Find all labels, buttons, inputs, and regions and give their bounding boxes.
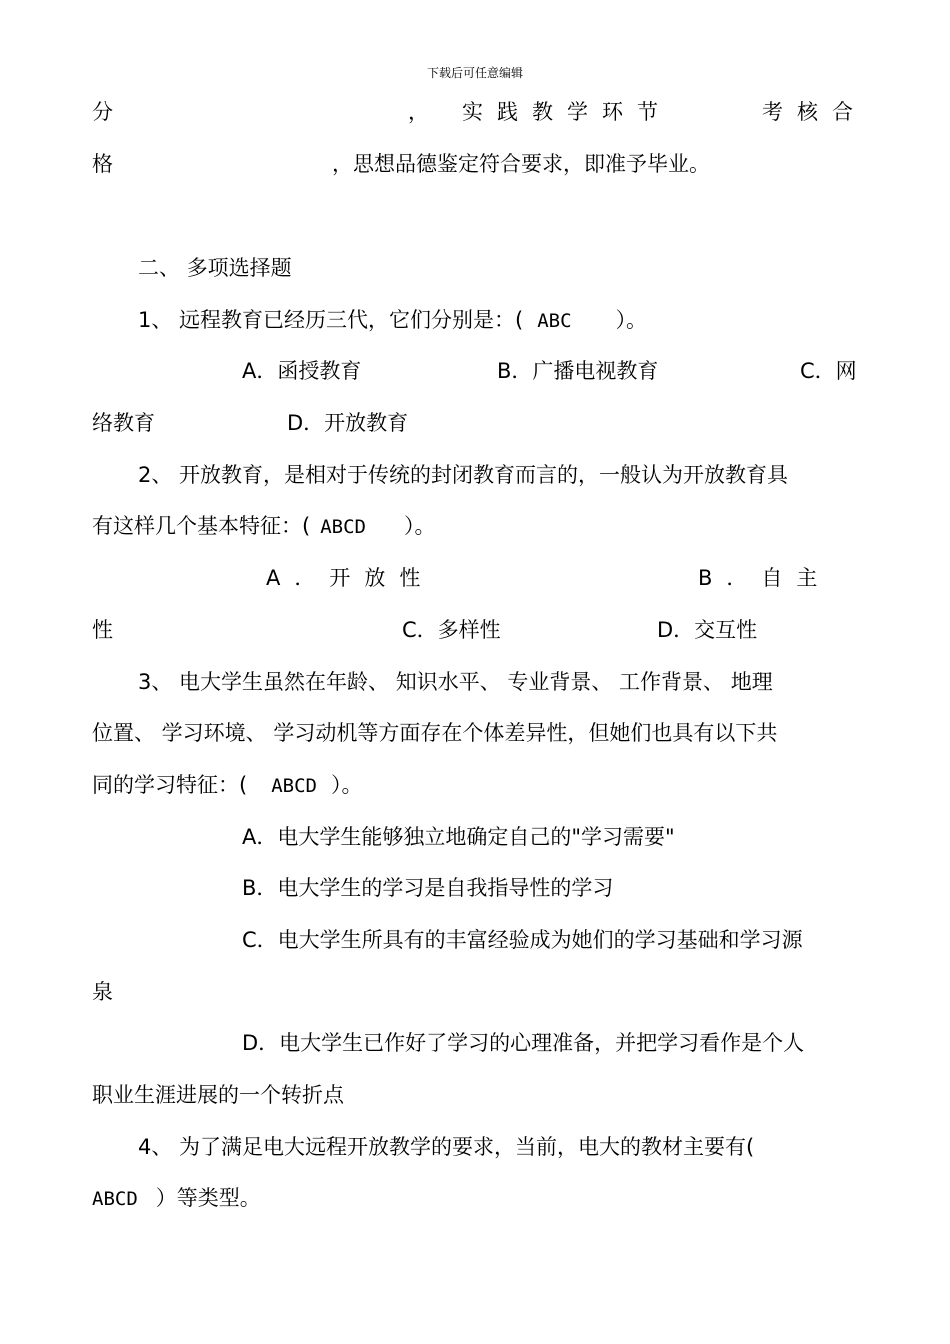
fragment-text: ，思想品德鉴定符合要求，即准予毕业。 — [332, 152, 710, 176]
question-stem-cont — [92, 771, 362, 800]
question-stem: 4、 为了满足电大远程开放教学的要求，当前，电大的教材主要有( — [138, 1135, 755, 1159]
question-text: 同的学习特征：( — [92, 773, 248, 797]
fragment-text: 格 — [92, 152, 113, 176]
option-d: D．电大学生已作好了学习的心理准备，并把学习看作是个人 — [242, 1031, 805, 1055]
option-c: C．多样性 — [402, 618, 501, 642]
answer: ABCD — [92, 1188, 138, 1210]
option-c-continued: 络教育 — [92, 411, 155, 435]
question-close: ）。 — [403, 514, 436, 538]
option-d: D．交互性 — [657, 618, 758, 642]
option-c-continued: 泉 — [92, 980, 113, 1004]
question-stem-cont — [92, 512, 435, 541]
option-b: B．自主 — [698, 566, 832, 590]
option-a: A．开放性 — [266, 566, 435, 590]
question-stem-cont: 位置、 学习环境、 学习动机等方面存在个体差异性，但她们也具有以下共 — [92, 721, 778, 745]
option-a: A．电大学生能够独立地确定自己的"学习需要" — [242, 825, 675, 849]
option-d-continued: 职业生涯进展的一个转折点 — [92, 1083, 344, 1107]
answer: ABC — [537, 310, 572, 332]
question-stem-cont — [92, 1184, 261, 1213]
answer: ABCD — [320, 516, 366, 538]
option-c: C．网 — [800, 359, 857, 383]
option-b: B．广播电视教育 — [497, 359, 659, 383]
answer: ABCD — [271, 775, 317, 797]
question-close: ）。 — [615, 308, 648, 332]
option-c: C．电大学生所具有的丰富经验成为她们的学习基础和学习源 — [242, 928, 803, 952]
question-text: 有这样几个基本特征：( — [92, 514, 311, 538]
page-header: 下载后可任意编辑 — [426, 66, 523, 80]
question-text: 1、 远程教育已经历三代，它们分别是：( — [138, 308, 524, 332]
option-b: B．电大学生的学习是自我指导性的学习 — [242, 876, 614, 900]
section-title: 二、 多项选择题 — [138, 256, 292, 280]
option-b-continued: 性 — [92, 618, 113, 642]
option-a: A．函授教育 — [242, 359, 362, 383]
option-d: D．开放教育 — [287, 411, 409, 435]
question-stem — [138, 306, 647, 335]
fragment-text: 分 — [92, 100, 113, 124]
question-close: ）。 — [330, 773, 363, 797]
question-close: ）等类型。 — [155, 1186, 261, 1210]
question-stem: 3、 电大学生虽然在年龄、 知识水平、 专业背景、 工作背景、 地理 — [138, 670, 773, 694]
fragment-text: 考核合 — [762, 100, 867, 124]
question-stem: 2、 开放教育，是相对于传统的封闭教育而言的，一般认为开放教育具 — [138, 463, 789, 487]
fragment-text: 实践教学环节 — [462, 100, 672, 124]
fragment-text: ， — [408, 100, 429, 124]
